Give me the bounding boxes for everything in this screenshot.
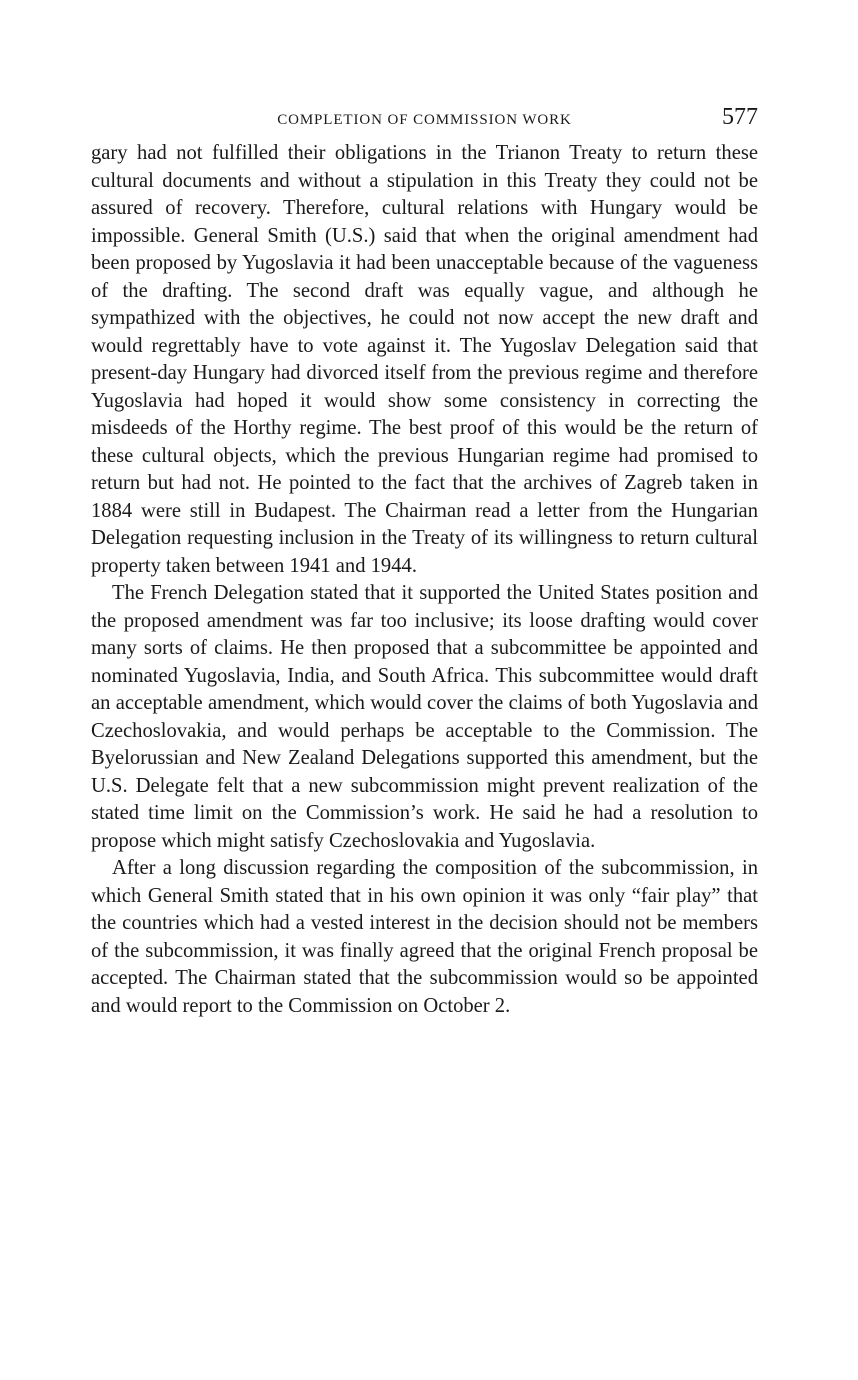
running-head [91,100,758,140]
paragraph-continued: gary had not fulfilled their obligations in the Trianon Treaty to return these cultural documents and without a stipulation in this Treaty they could not be assured of recovery. Therefore, cultural relations with Hungary would be impossible. General Smith (U.S.) said that when the original amendment had been proposed by Yugoslavia it had been unacceptable because of the vagueness of the drafting. The second draft was equally vague, and although he sympathized with the objectives, he could not now accept the new draft and would regrettably have to vote against it. The Yugoslav Delegation said that present-day Hungary had divorced itself from the previous regime and therefore Yugoslavia had hoped it would show some consistency in correcting the misdeeds of the Horthy regime. The best proof of this would be the return of these cultural objects, which the previous Hungarian regime had promised to return but had not. He pointed to the fact that the archives of Zagreb taken in 1884 were still in Budapest. The Chairman read a letter from the Hungarian Delegation requesting inclusion in the Treaty of its willingness to return cultural property taken between 1941 and 1944. [91,142,758,577]
paragraph-subcommission-discussion: After a long discussion regarding the composition of the subcommission, in which General Smith stated that in his own opinion it was only “fair play” that the countries which had a vested interest in the decision should not be members of the subcommission, it was finally agreed that the original French proposal be accepted. The Chairman stated that the subcommission would so be appointed and would report to the Commission on October 2. [91,857,758,1017]
running-title: COMPLETION OF COMMISSION WORK [277,112,572,128]
book-page [91,100,758,1020]
page-number: 577 [722,104,758,130]
body-text [91,140,758,1020]
paragraph-french-delegation: The French Delegation stated that it supported the United States position and the proposed amendment was far too inclusive; its loose drafting would cover many sorts of claims. He then proposed that a subcommittee be appointed and nominated Yugoslavia, India, and South Africa. This subcommittee would draft an acceptable amendment, which would cover the claims of both Yugoslavia and Czechoslovakia, and would perhaps be acceptable to the Commission. The Byelorussian and New Zealand Delegations supported this amendment, but the U.S. Delegate felt that a new subcommission might prevent realization of the stated time limit on the Commission’s work. He said he had a resolution to propose which might satisfy Czechoslovakia and Yugoslavia. [91,582,758,852]
